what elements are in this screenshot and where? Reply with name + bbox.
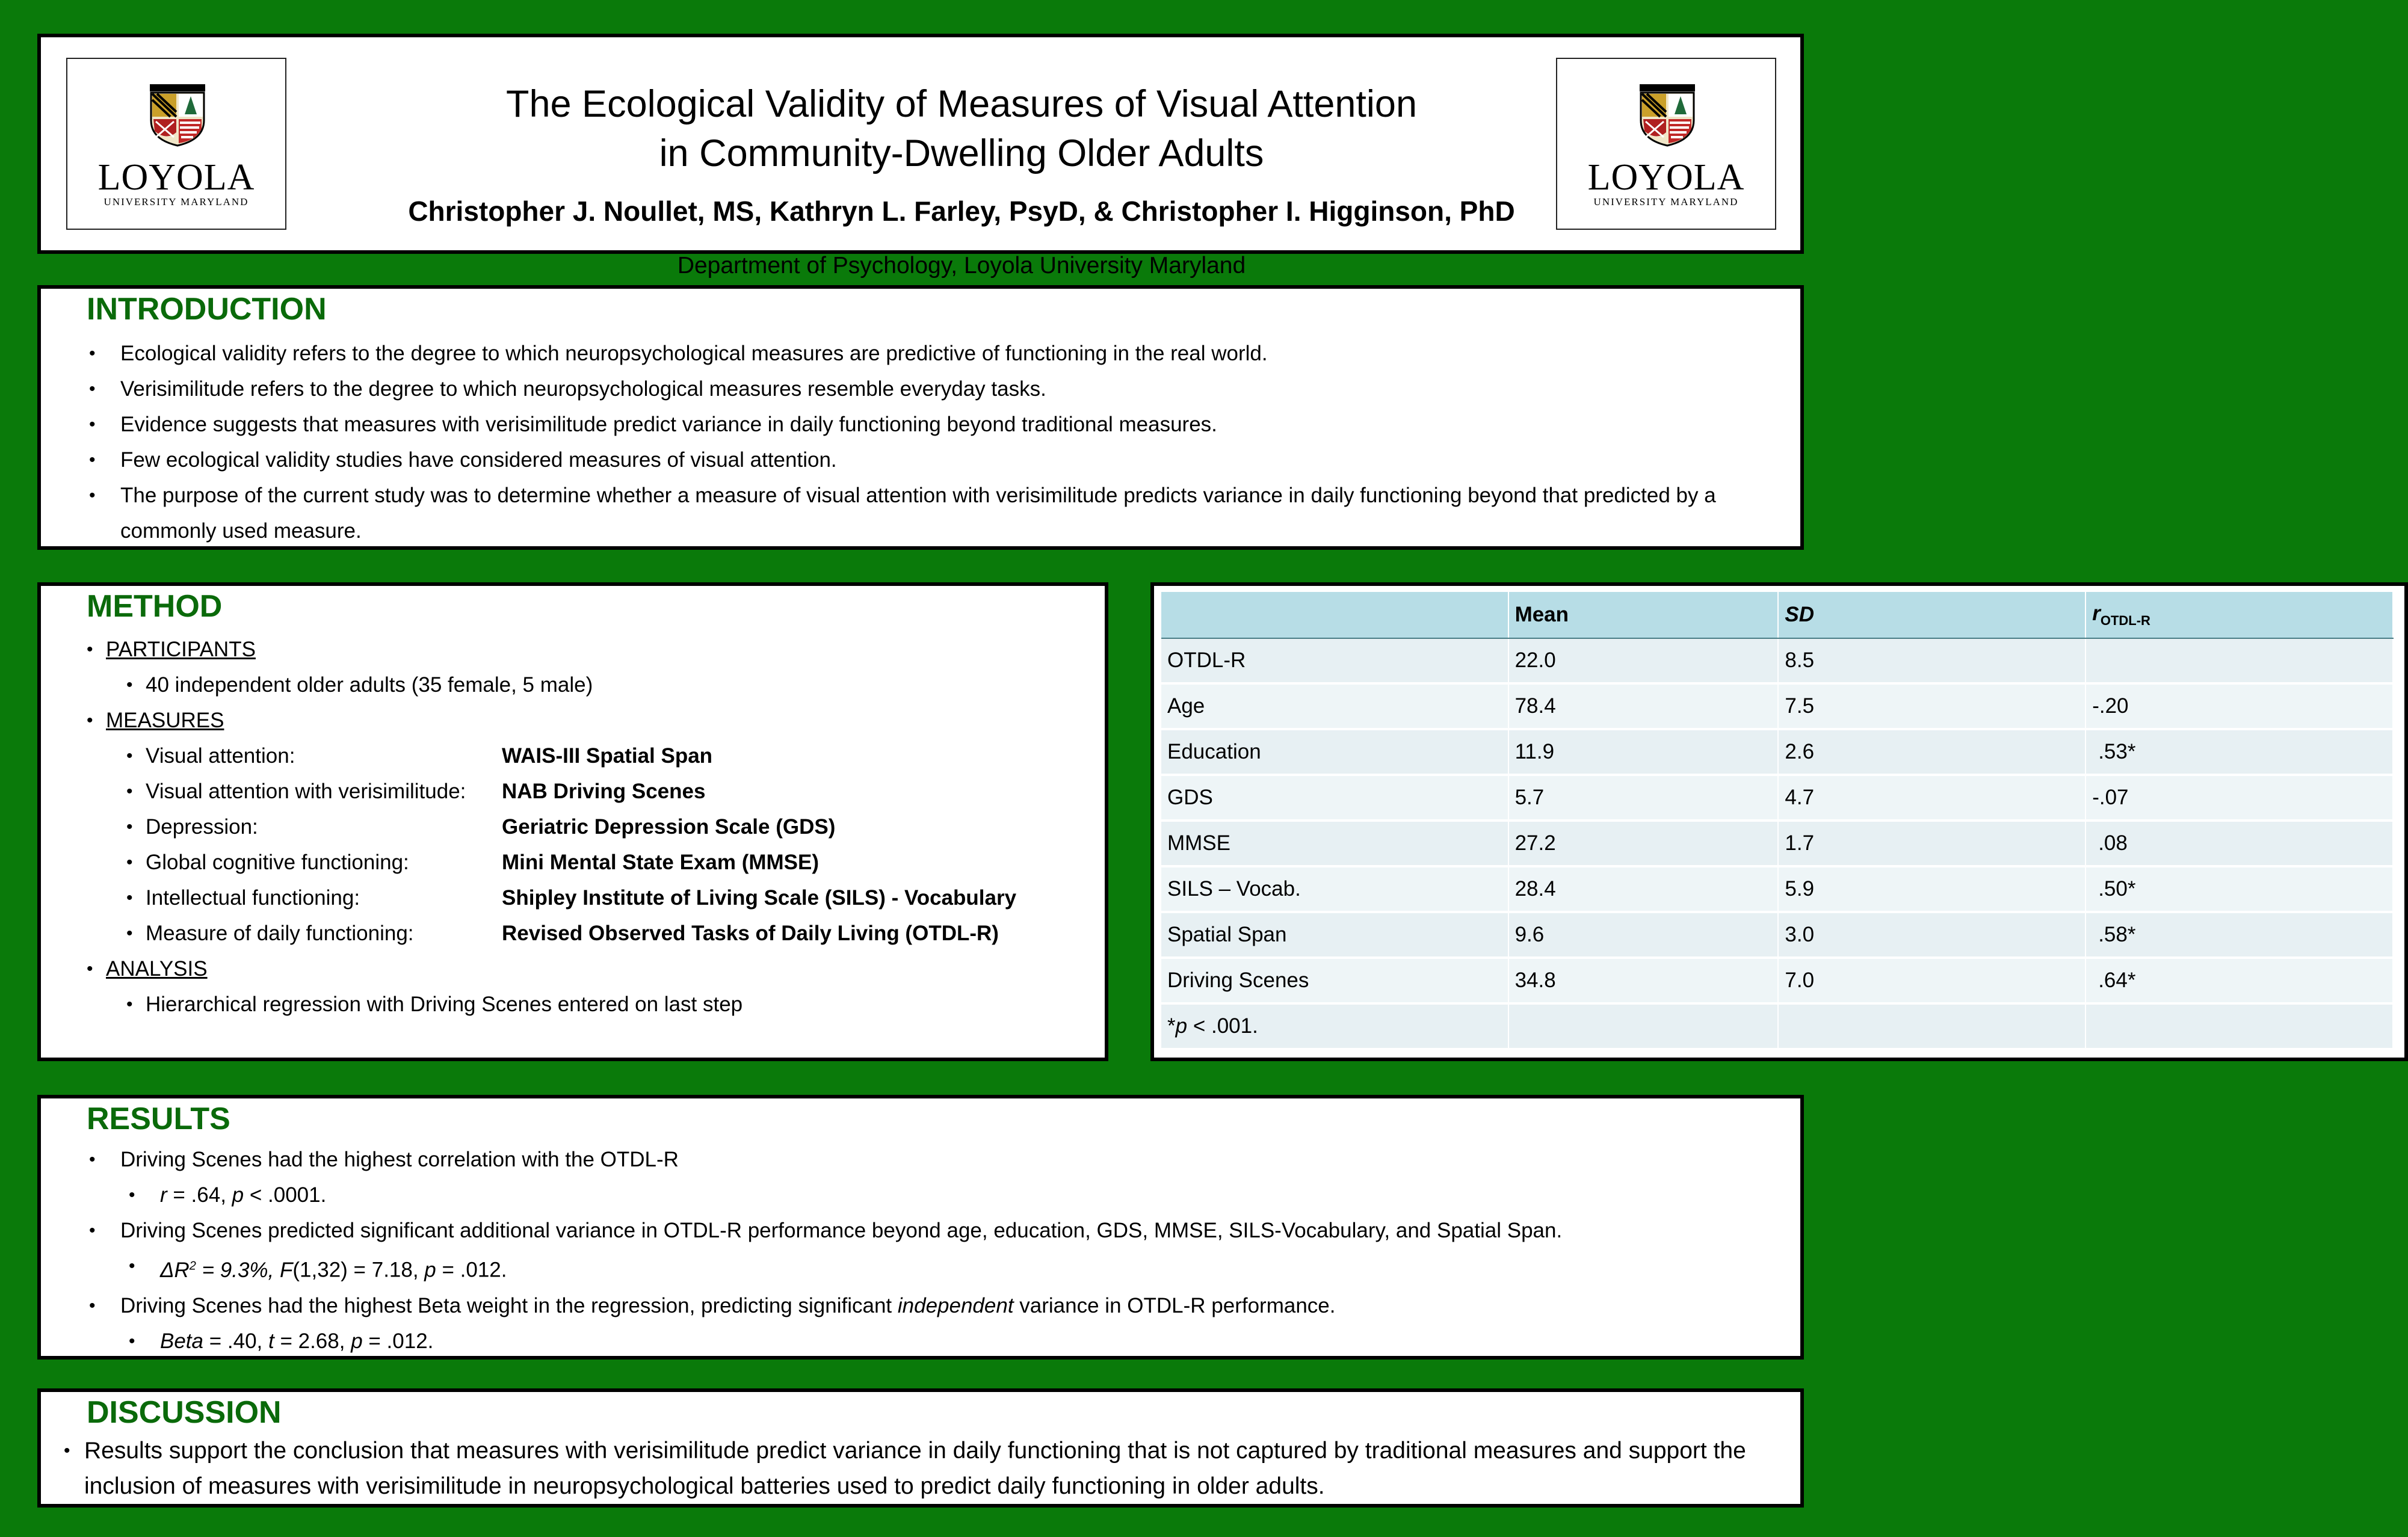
list-item: • Evidence suggests that measures with verisimilitude predict variance in daily functioning beyond traditional measures.	[89, 407, 1782, 442]
discussion-panel	[37, 1388, 1804, 1508]
department: Department of Psychology, Loyola University Maryland	[677, 253, 1246, 279]
title-line-2: in Community-Dwelling Older Adults	[659, 132, 1264, 174]
logo-subtitle: UNIVERSITY MARYLAND	[1593, 196, 1739, 208]
table-header-cell	[1161, 592, 1508, 638]
list-item: • The purpose of the current study was to determine whether a measure of visual attention with verisimilitude predicts variance in daily functioning beyond that predicted by a commonly used measure.	[89, 478, 1782, 549]
table-header-cell: Mean	[1508, 592, 1779, 638]
results-list	[89, 1142, 1782, 1359]
list-item: • r = .64, p < .0001.	[89, 1177, 1782, 1213]
measures-heading: • MEASURES	[87, 703, 1087, 738]
table-footnote: *p < .001.	[1161, 1003, 1508, 1049]
title-line-1: The Ecological Validity of Measures of Visual Attention	[506, 83, 1417, 125]
introduction-panel	[37, 285, 1804, 550]
list-item: • Ecological validity refers to the degree to which neuropsychological measures are predictive of functioning in the real world.	[89, 336, 1782, 371]
table-row: MMSE 27.2 1.7 .08	[1161, 821, 2393, 866]
analysis-heading: • ANALYSIS	[87, 951, 1087, 987]
crest-icon	[149, 84, 206, 147]
method-panel	[37, 582, 1108, 1061]
introduction-heading: INTRODUCTION	[87, 292, 327, 327]
measure-item: • Visual attention with verisimilitude: NAB Driving Scenes	[87, 774, 1087, 809]
introduction-list	[89, 336, 1782, 549]
logo-subtitle: UNIVERSITY MARYLAND	[103, 196, 249, 208]
discussion-list	[64, 1433, 1776, 1504]
loyola-logo-right	[1556, 58, 1776, 230]
table-row: GDS 5.7 4.7 -.07	[1161, 775, 2393, 821]
logo-name: LOYOLA	[1587, 157, 1745, 198]
participants-heading: • PARTICIPANTS	[87, 632, 1087, 667]
poster-title	[294, 79, 1629, 178]
table-header-row	[1161, 592, 2393, 638]
list-item: • Driving Scenes had the highest correlation with the OTDL-R	[89, 1142, 1782, 1177]
measure-item: • Visual attention: WAIS-III Spatial Span	[87, 738, 1087, 774]
list-item: • Driving Scenes had the highest Beta weight in the regression, predicting significant independent variance in OTDL-R performance.	[89, 1288, 1782, 1323]
list-item: • Beta = .40, t = 2.68, p = .012.	[89, 1323, 1782, 1359]
logo-name: LOYOLA	[97, 157, 255, 198]
list-item: • Results support the conclusion that measures with verisimilitude predict variance in daily functioning that is not captured by traditional measures and support the inclusion of measures with verisimilitude in neuropsychological batteries used to predict daily functioning in older adults.	[64, 1433, 1776, 1504]
measure-item: • Measure of daily functioning: Revised Observed Tasks of Daily Living (OTDL-R)	[87, 916, 1087, 951]
table-row: OTDL-R 22.0 8.5	[1161, 638, 2393, 683]
table-row: Spatial Span 9.6 3.0 .58*	[1161, 912, 2393, 958]
measure-item: • Global cognitive functioning: Mini Mental State Exam (MMSE)	[87, 845, 1087, 880]
measure-item: • Depression: Geriatric Depression Scale (GDS)	[87, 809, 1087, 845]
discussion-heading: DISCUSSION	[87, 1395, 282, 1430]
results-heading: RESULTS	[87, 1101, 230, 1136]
list-item: • $\Delta R^2 = 9.3\%$, F(1,32) = 7.18, p = .012.	[89, 1248, 1782, 1288]
table-row: Driving Scenes 34.8 7.0 .64*	[1161, 958, 2393, 1003]
list-item: • Driving Scenes predicted significant additional variance in OTDL-R performance beyond age, education, GDS, MMSE, SILS-Vocabulary, and Spatial Span.	[89, 1213, 1782, 1248]
loyola-logo-left	[66, 58, 286, 230]
analysis-text: • Hierarchical regression with Driving Scenes entered on last step	[87, 987, 1087, 1022]
list-item: • Verisimilitude refers to the degree to which neuropsychological measures resemble everyday tasks.	[89, 371, 1782, 407]
table-row: Education 11.9 2.6 .53*	[1161, 729, 2393, 775]
stats-table-panel	[1150, 582, 2408, 1061]
descriptive-stats-table	[1161, 592, 2394, 1050]
table-footnote-row	[1161, 1003, 2393, 1049]
results-panel	[37, 1095, 1804, 1360]
method-heading: METHOD	[87, 589, 223, 624]
authors: Christopher J. Noullet, MS, Kathryn L. Farley, PsyD, & Christopher I. Higginson, PhD	[408, 196, 1515, 227]
measure-item: • Intellectual functioning: Shipley Institute of Living Scale (SILS) - Vocabulary	[87, 880, 1087, 916]
list-item: • Few ecological validity studies have considered measures of visual attention.	[89, 442, 1782, 478]
header-panel	[37, 34, 1804, 279]
method-list	[87, 632, 1087, 1022]
table-header-cell: $r_{OTDL-R}$	[2085, 592, 2393, 638]
table-row: SILS – Vocab. 28.4 5.9 .50*	[1161, 866, 2393, 912]
participants-text: • 40 independent older adults (35 female, 5 male)	[87, 667, 1087, 703]
table-row: Age 78.4 7.5 -.20	[1161, 683, 2393, 729]
table-header-cell: SD	[1778, 592, 2085, 638]
crest-icon	[1638, 84, 1696, 147]
